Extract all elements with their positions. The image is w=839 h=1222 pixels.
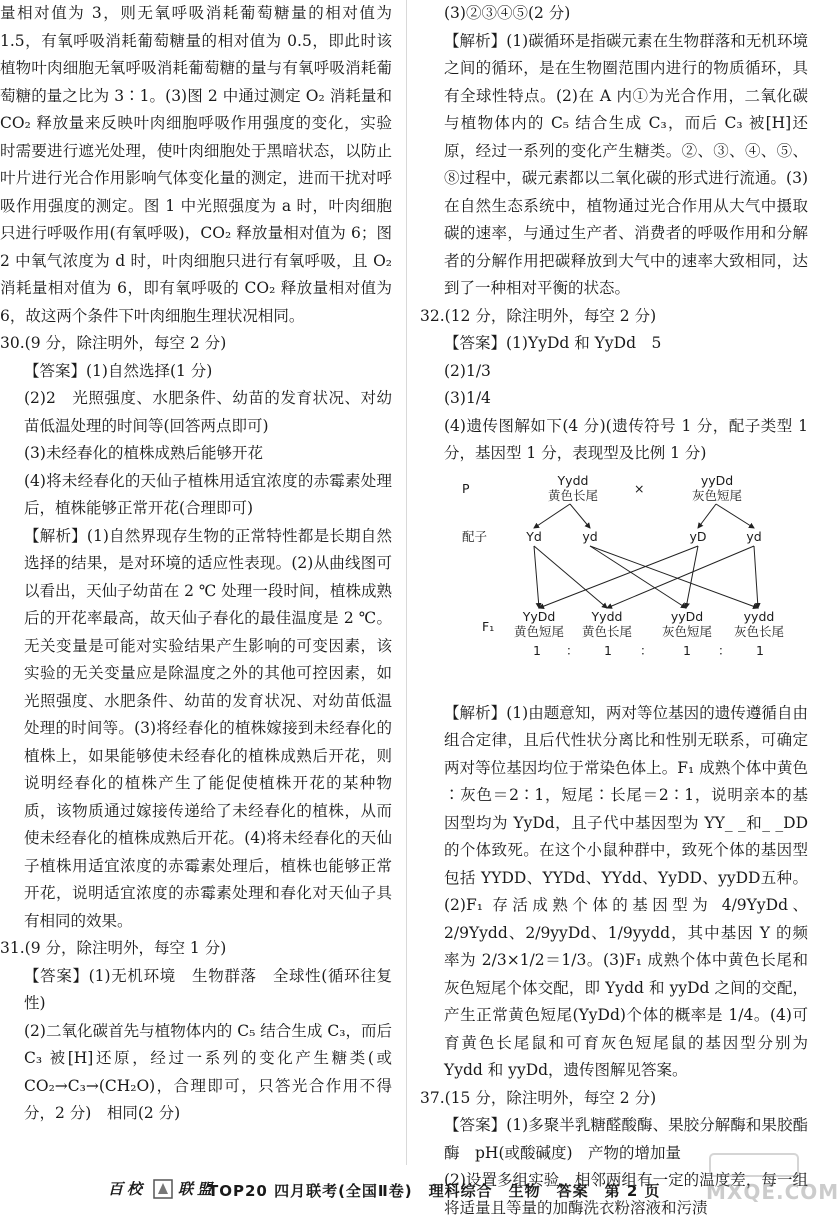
- cross-arrow-7: [590, 546, 686, 608]
- left-column-paragraph: 30.(9 分，除注明外，每空 2 分): [0, 330, 392, 358]
- offspring-4-phenotype: 灰色长尾: [718, 625, 800, 639]
- right-column-top-paragraph: (3)②③④⑤(2 分): [420, 0, 808, 28]
- column-divider: [406, 0, 407, 1165]
- ratio-1: 1: [533, 644, 541, 658]
- left-column-paragraph: (2)二氧化碳首先与植物体内的 C₅ 结合生成 C₃，而后 C₃ 被[H]还原，经过一系列的变化产生糖类(或 CO₂→C₃→(CH₂O)，合理即可，只答光合作用不得分，2 分) 相同(2 分): [0, 1018, 392, 1128]
- right-column-top-paragraph: 32.(12 分，除注明外，每空 2 分): [420, 303, 808, 331]
- cross-arrow-5: [534, 546, 539, 608]
- ratio-sep-1: ：: [566, 644, 579, 658]
- right-column-top-paragraph: (3)1/4: [420, 385, 808, 413]
- footer-logo-text: 百校: [108, 1178, 146, 1199]
- genetics-diagram: [420, 470, 808, 698]
- ratio-4: 1: [756, 644, 764, 658]
- gamete-label: 配子: [462, 530, 487, 544]
- parent1-genotype: Yydd: [538, 474, 608, 488]
- footer-logo-text-2: 联盟: [178, 1178, 216, 1199]
- right-column-top-paragraph: (2)1/3: [420, 358, 808, 386]
- watermark-stamp-icon: [700, 1150, 810, 1180]
- right-column-top-paragraph: (4)遗传图解如下(4 分)(遗传符号 1 分，配子类型 1 分，基因型 1 分，表现型及比例 1 分): [420, 413, 808, 468]
- footer-info: TOP20 四月联考(全国Ⅱ卷) 理科综合 生物 答案 第 2 页: [208, 1180, 661, 1201]
- offspring-3-genotype: yyDd: [652, 610, 722, 624]
- right-column-top-paragraph: 【答案】(1)YyDd 和 YyDd 5: [420, 330, 808, 358]
- cross-arrow-6: [534, 546, 607, 608]
- left-column-paragraph: 【答案】(1)自然选择(1 分): [0, 358, 392, 386]
- left-column-paragraph: 【解析】(1)自然界现存生物的正常特性都是长期自然选择的结果，是对环境的适应性表现。(2)从曲线图可以看出，天仙子幼苗在 2 ℃ 处理一段时间，植株成熟后的开花率最高，故天仙子春化的最佳温度是 2 ℃。无关变量是可能对实验结果产生影响的可变因素，该实验的无关变量应是除温度之外的其他可控因素，如光照强度、水肥条件、幼苗的发育状况、对幼苗低温处理的时间等。(3)将经春化的植株嫁接到未经春化的植株上，如果能够使未经春化的植株成熟后开花，则说明经春化的植株产生了能促使植株开花的某种物质，该物质通过嫁接传递给了未经春化的植株，从而使未经春化的植株成熟后开花。(4)将未经春化的天仙子植株用适宜浓度的赤霉素处理后，植株也能够正常开花，说明适宜浓度的赤霉素处理和春化对天仙子具有相同的效果。: [0, 523, 392, 936]
- ratio-sep-3: ：: [718, 644, 731, 658]
- left-column-paragraph: (2)2 光照强度、水肥条件、幼苗的发育状况、对幼苗低温处理的时间等(回答两点即可): [0, 385, 392, 440]
- page-footer: [0, 1176, 810, 1206]
- right-column-bottom-paragraph: 37.(15 分，除注明外，每空 2 分): [420, 1085, 808, 1113]
- gamete-3: yD: [684, 530, 712, 544]
- right-column-bottom: [420, 700, 808, 1222]
- left-column-paragraph: (4)将未经春化的天仙子植株用适宜浓度的赤霉素处理后，植株能够正常开花(合理即可): [0, 468, 392, 523]
- left-column-paragraph: (3)未经春化的植株成熟后能够开花: [0, 440, 392, 468]
- parent2-genotype: yyDd: [682, 474, 752, 488]
- offspring-4-genotype: yydd: [724, 610, 794, 624]
- cross-arrow-1: [534, 504, 570, 528]
- left-column: [0, 0, 392, 1128]
- left-column-paragraph: 【答案】(1)无机环境 生物群落 全球性(循环往复性): [0, 963, 392, 1018]
- gamete-2: yd: [576, 530, 604, 544]
- right-column: [420, 0, 808, 1222]
- diagram-arrows: [420, 470, 808, 698]
- left-column-paragraph: 31.(9 分，除注明外，每空 1 分): [0, 935, 392, 963]
- cross-arrow-4: [716, 504, 754, 528]
- ratio-2: 1: [604, 644, 612, 658]
- offspring-3-phenotype: 灰色短尾: [646, 625, 728, 639]
- right-column-bottom-paragraph: 【答案】(1)多聚半乳糖醛酸酶、果胶分解酶和果胶酯酶 pH(或酸碱度) 产物的增加量: [420, 1112, 808, 1167]
- alliance-logo-icon: [152, 1178, 174, 1200]
- offspring-1-genotype: YyDd: [504, 610, 574, 624]
- right-column-bottom-paragraph: 【解析】(1)由题意知，两对等位基因的遗传遵循自由组合定律，且后代性状分离比和性别无联系，可确定两对等位基因均位于常染色体上。F₁ 成熟个体中黄色∶灰色＝2∶1，短尾∶长尾＝2∶1，说明亲本的基因型均为 YyDd，且子代中基因型为 YY_ _和_ _DD 的个体致死。在这个小鼠种群中，致死个体的基因型包括 YYDD、YYDd、YYdd、YyDD、yyDD五种。(2)F₁ 存活成熟个体的基因型为 4/9YyDd、2/9Yydd、2/9yyDd、1/9yydd，其中基因 Y 的频率为 2/3×1/2＝1/3。(3)F₁ 成熟个体中黄色长尾和灰色短尾个体交配，即 Yydd 和 yyDd 之间的交配，产生正常黄色短尾(YyDd)个体的概率是 1/4。(4)可育黄色长尾鼠和可育灰色短尾鼠的基因型分别为 Yydd 和 yyDd，遗传图解见答案。: [420, 700, 808, 1085]
- left-column-paragraph: 量相对值为 3，则无氧呼吸消耗葡萄糖量的相对值为 1.5，有氧呼吸消耗葡萄糖量的相对值为 0.5，即此时该植物叶肉细胞无氧呼吸消耗葡萄糖的量与有氧呼吸消耗葡萄糖的量之比为 3∶1。(3)图 2 中通过测定 O₂ 消耗量和 CO₂ 释放量来反映叶肉细胞呼吸作用强度的变化，实验时需要进行遮光处理，使叶肉细胞处于黑暗状态，以防止叶片进行光合作用影响气体变化量的测定，进而干扰对呼吸作用强度的测定。图 1 中光照强度为 a 时，叶肉细胞只进行呼吸作用(有氧呼吸)，CO₂ 释放量相对值为 6；图 2 中氧气浓度为 d 时，叶肉细胞只进行有氧呼吸，且 O₂ 消耗量相对值为 6，即有氧呼吸的 CO₂ 释放量相对值为 6，故这两个条件下叶肉细胞生理状况相同。: [0, 0, 392, 330]
- cross-arrow-2: [570, 504, 590, 528]
- f1-label: F₁: [482, 620, 494, 634]
- cross-arrow-10: [686, 546, 698, 608]
- right-column-bottom-paragraph: (2)设置多组实验，相邻两组有一定的温度差，每一组将适量且等量的加酶洗衣粉溶液和污渍: [420, 1167, 808, 1222]
- offspring-2-phenotype: 黄色长尾: [566, 625, 648, 639]
- parent2-phenotype: 灰色短尾: [676, 489, 758, 503]
- cross-arrow-12: [754, 546, 758, 608]
- ratio-sep-2: ：: [640, 644, 653, 658]
- parent1-phenotype: 黄色长尾: [532, 489, 614, 503]
- offspring-2-genotype: Yydd: [572, 610, 642, 624]
- cross-symbol: ×: [634, 482, 644, 496]
- gamete-1: Yd: [520, 530, 548, 544]
- right-column-top: [420, 0, 808, 468]
- offspring-1-phenotype: 黄色短尾: [498, 625, 580, 639]
- p-label: P: [462, 482, 470, 496]
- right-column-top-paragraph: 【解析】(1)碳循环是指碳元素在生物群落和无机环境之间的循环，是在生物圈范围内进行的物质循环，具有全球性特点。(2)在 A 内①为光合作用，二氧化碳与植物体内的 C₅ 结合生成 C₃，而后 C₃ 被[H]还原，经过一系列的变化产生糖类。②、③、④、⑤、⑧过程中，碳元素都以二氧化碳的形式进行流通。(3)在自然生态系统中，植物通过光合作用从大气中摄取碳的速率，与通过生产者、消费者的呼吸作用和分解者的分解作用把碳释放到大气中的速率大致相同，达到了一种相对平衡的状态。: [420, 28, 808, 303]
- watermark: [700, 1150, 810, 1209]
- watermark-text: MXQE.COM: [706, 1180, 839, 1204]
- cross-arrow-3: [698, 504, 716, 528]
- ratio-3: 1: [683, 644, 691, 658]
- gamete-4: yd: [740, 530, 768, 544]
